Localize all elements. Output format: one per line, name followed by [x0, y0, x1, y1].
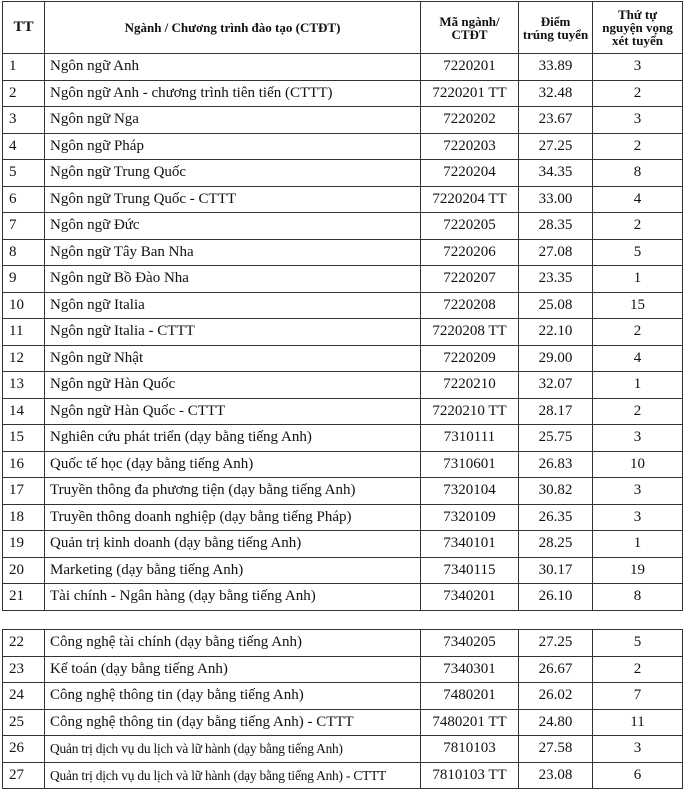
header-score-line1: Điểm	[540, 13, 571, 29]
row-number: 23	[3, 656, 45, 683]
table-row	[3, 345, 683, 372]
wish-order: 3	[593, 107, 683, 134]
header-score	[519, 2, 593, 54]
row-number: 24	[3, 683, 45, 710]
program-code: 7220208 TT	[421, 319, 519, 346]
admission-score: 26.83	[519, 451, 593, 478]
program-code: 7220206	[421, 239, 519, 266]
admission-score: 30.17	[519, 557, 593, 584]
admission-score: 34.35	[519, 160, 593, 187]
header-code	[421, 2, 519, 54]
program-code: 7340205	[421, 630, 519, 657]
table-row	[3, 630, 683, 657]
admission-score: 25.08	[519, 292, 593, 319]
wish-order: 2	[593, 398, 683, 425]
admission-score: 27.08	[519, 239, 593, 266]
table-row	[3, 319, 683, 346]
program-code: 7310601	[421, 451, 519, 478]
row-number: 19	[3, 531, 45, 558]
table-row	[3, 398, 683, 425]
wish-order: 3	[593, 478, 683, 505]
row-number: 25	[3, 709, 45, 736]
program-name: Công nghệ thông tin (dạy bằng tiếng Anh) - CTTT	[45, 709, 421, 736]
row-number: 22	[3, 630, 45, 657]
wish-order: 3	[593, 425, 683, 452]
wish-order: 8	[593, 584, 683, 611]
admission-score: 23.35	[519, 266, 593, 293]
table-row	[3, 709, 683, 736]
program-name: Ngôn ngữ Nhật	[45, 345, 421, 372]
row-number: 1	[3, 54, 45, 81]
row-number: 5	[3, 160, 45, 187]
table-row	[3, 80, 683, 107]
wish-order: 15	[593, 292, 683, 319]
row-number: 12	[3, 345, 45, 372]
row-number: 11	[3, 319, 45, 346]
program-name: Ngôn ngữ Trung Quốc - CTTT	[45, 186, 421, 213]
program-name: Ngôn ngữ Italia - CTTT	[45, 319, 421, 346]
admission-score: 27.25	[519, 133, 593, 160]
row-number: 13	[3, 372, 45, 399]
admission-score: 32.07	[519, 372, 593, 399]
program-name: Ngôn ngữ Trung Quốc	[45, 160, 421, 187]
program-code: 7340201	[421, 584, 519, 611]
row-number: 15	[3, 425, 45, 452]
wish-order: 7	[593, 683, 683, 710]
table-row	[3, 54, 683, 81]
program-name: Ngôn ngữ Anh - chương trình tiên tiến (CTTT)	[45, 80, 421, 107]
program-name: Truyền thông doanh nghiệp (dạy bằng tiếng Pháp)	[45, 504, 421, 531]
wish-order: 4	[593, 186, 683, 213]
table-body-part2	[3, 630, 683, 789]
program-name: Truyền thông đa phương tiện (dạy bằng tiếng Anh)	[45, 478, 421, 505]
table-row	[3, 762, 683, 789]
wish-order: 2	[593, 319, 683, 346]
admission-score: 28.25	[519, 531, 593, 558]
program-name: Quốc tế học (dạy bằng tiếng Anh)	[45, 451, 421, 478]
table-row	[3, 584, 683, 611]
wish-order: 5	[593, 630, 683, 657]
program-name: Marketing (dạy bằng tiếng Anh)	[45, 557, 421, 584]
table-row	[3, 478, 683, 505]
program-code: 7220207	[421, 266, 519, 293]
admission-score: 27.58	[519, 736, 593, 763]
header-score-line2: trúng tuyển	[522, 26, 589, 42]
admission-score: 23.67	[519, 107, 593, 134]
table-row	[3, 266, 683, 293]
row-number: 3	[3, 107, 45, 134]
table-row	[3, 451, 683, 478]
admission-score: 33.89	[519, 54, 593, 81]
wish-order: 3	[593, 54, 683, 81]
program-code: 7320109	[421, 504, 519, 531]
program-code: 7220204	[421, 160, 519, 187]
wish-order: 11	[593, 709, 683, 736]
admission-score: 30.82	[519, 478, 593, 505]
admission-score: 26.10	[519, 584, 593, 611]
admission-table-part2	[2, 629, 683, 789]
admission-score: 33.00	[519, 186, 593, 213]
wish-order: 2	[593, 656, 683, 683]
program-code: 7810103	[421, 736, 519, 763]
program-code: 7220203	[421, 133, 519, 160]
program-code: 7220210	[421, 372, 519, 399]
program-code: 7310111	[421, 425, 519, 452]
program-code: 7220201 TT	[421, 80, 519, 107]
program-name: Quản trị dịch vụ du lịch và lữ hành (dạy bằng tiếng Anh) - CTTT	[45, 762, 421, 789]
admission-score: 26.35	[519, 504, 593, 531]
program-name: Tài chính - Ngân hàng (dạy bằng tiếng Anh)	[45, 584, 421, 611]
table-row	[3, 656, 683, 683]
program-code: 7480201 TT	[421, 709, 519, 736]
program-code: 7220202	[421, 107, 519, 134]
admission-score: 28.17	[519, 398, 593, 425]
table-row	[3, 504, 683, 531]
row-number: 10	[3, 292, 45, 319]
program-code: 7810103 TT	[421, 762, 519, 789]
table-row	[3, 160, 683, 187]
table-row	[3, 292, 683, 319]
admission-score: 25.75	[519, 425, 593, 452]
wish-order: 4	[593, 345, 683, 372]
row-number: 4	[3, 133, 45, 160]
program-name: Kế toán (dạy bằng tiếng Anh)	[45, 656, 421, 683]
row-number: 17	[3, 478, 45, 505]
admission-score: 27.25	[519, 630, 593, 657]
program-name: Quản trị kinh doanh (dạy bằng tiếng Anh)	[45, 531, 421, 558]
table-row	[3, 186, 683, 213]
row-number: 14	[3, 398, 45, 425]
row-number: 26	[3, 736, 45, 763]
header-code-line2: CTĐT	[451, 26, 488, 42]
header-code-line1: Mã ngành/	[439, 13, 500, 29]
program-name: Ngôn ngữ Anh	[45, 54, 421, 81]
admission-score: 28.35	[519, 213, 593, 240]
wish-order: 2	[593, 213, 683, 240]
table-row	[3, 133, 683, 160]
program-name: Quản trị dịch vụ du lịch và lữ hành (dạy bằng tiếng Anh)	[45, 736, 421, 763]
table-row	[3, 372, 683, 399]
program-name: Ngôn ngữ Hàn Quốc - CTTT	[45, 398, 421, 425]
wish-order: 3	[593, 736, 683, 763]
wish-order: 6	[593, 762, 683, 789]
program-code: 7220205	[421, 213, 519, 240]
table-row	[3, 557, 683, 584]
program-code: 7340301	[421, 656, 519, 683]
admission-score: 22.10	[519, 319, 593, 346]
table-row	[3, 239, 683, 266]
header-order-line3: xét tuyển	[612, 33, 663, 48]
admission-score: 29.00	[519, 345, 593, 372]
wish-order: 5	[593, 239, 683, 266]
program-code: 7220208	[421, 292, 519, 319]
wish-order: 2	[593, 133, 683, 160]
program-name: Ngôn ngữ Tây Ban Nha	[45, 239, 421, 266]
header-order-line1: Thứ tự	[617, 7, 658, 22]
table-body-part1	[3, 54, 683, 611]
program-code: 7340115	[421, 557, 519, 584]
wish-order: 10	[593, 451, 683, 478]
wish-order: 1	[593, 531, 683, 558]
admission-score: 23.08	[519, 762, 593, 789]
table-row	[3, 425, 683, 452]
row-number: 9	[3, 266, 45, 293]
table-row	[3, 683, 683, 710]
program-name: Ngôn ngữ Italia	[45, 292, 421, 319]
header-order	[593, 2, 683, 54]
program-code: 7220204 TT	[421, 186, 519, 213]
program-name: Ngôn ngữ Hàn Quốc	[45, 372, 421, 399]
program-code: 7480201	[421, 683, 519, 710]
program-name: Ngôn ngữ Pháp	[45, 133, 421, 160]
header-program: Ngành / Chương trình đào tạo (CTĐT)	[45, 2, 421, 54]
admission-score: 26.67	[519, 656, 593, 683]
program-name: Nghiên cứu phát triển (dạy bằng tiếng Anh)	[45, 425, 421, 452]
program-code: 7320104	[421, 478, 519, 505]
wish-order: 1	[593, 266, 683, 293]
table-row	[3, 531, 683, 558]
wish-order: 19	[593, 557, 683, 584]
program-code: 7340101	[421, 531, 519, 558]
admission-score: 26.02	[519, 683, 593, 710]
program-name: Ngôn ngữ Đức	[45, 213, 421, 240]
table-row	[3, 107, 683, 134]
row-number: 21	[3, 584, 45, 611]
table-header-row	[3, 2, 683, 54]
wish-order: 1	[593, 372, 683, 399]
admission-table-part1	[2, 1, 683, 611]
row-number: 27	[3, 762, 45, 789]
program-name: Công nghệ tài chính (dạy bằng tiếng Anh)	[45, 630, 421, 657]
row-number: 16	[3, 451, 45, 478]
row-number: 2	[3, 80, 45, 107]
admission-score: 24.80	[519, 709, 593, 736]
header-tt: TT	[3, 2, 45, 54]
admission-score: 32.48	[519, 80, 593, 107]
row-number: 7	[3, 213, 45, 240]
wish-order: 8	[593, 160, 683, 187]
row-number: 8	[3, 239, 45, 266]
program-name: Ngôn ngữ Nga	[45, 107, 421, 134]
wish-order: 2	[593, 80, 683, 107]
program-code: 7220210 TT	[421, 398, 519, 425]
table-row	[3, 736, 683, 763]
program-name: Ngôn ngữ Bồ Đào Nha	[45, 266, 421, 293]
program-name: Công nghệ thông tin (dạy bằng tiếng Anh)	[45, 683, 421, 710]
program-code: 7220209	[421, 345, 519, 372]
row-number: 20	[3, 557, 45, 584]
row-number: 18	[3, 504, 45, 531]
program-code: 7220201	[421, 54, 519, 81]
header-order-line2: nguyện vọng	[602, 20, 673, 35]
row-number: 6	[3, 186, 45, 213]
table-row	[3, 213, 683, 240]
wish-order: 3	[593, 504, 683, 531]
